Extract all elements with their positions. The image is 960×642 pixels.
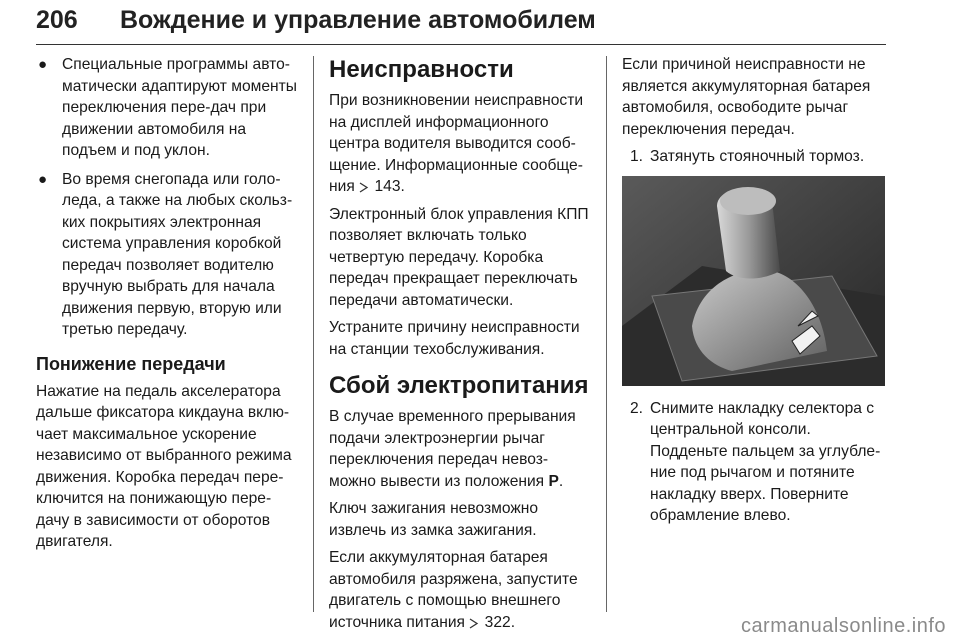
- paragraph: Устраните причину неисправности на станции техобслуживания.: [329, 319, 580, 358]
- page-reference-arrow-icon: [359, 180, 370, 191]
- page-reference-arrow-icon: [469, 616, 480, 627]
- page-header: [36, 2, 886, 46]
- paragraph: В случае временного прерывания подачи электроэнергии рычаг переключения передач невоз-можно вывести из положения P.: [329, 408, 576, 490]
- column-divider: [606, 56, 607, 612]
- paragraph: Ключ зажигания невозможно извлечь из замка зажигания.: [329, 500, 539, 539]
- column-right: [622, 54, 892, 533]
- watermark: carmanualsonline.info: [740, 615, 946, 637]
- gear-lever-photo: [622, 176, 885, 386]
- bullet-icon: ●: [38, 56, 48, 73]
- section-heading-power-failure: Сбой электропитания: [329, 372, 589, 399]
- bullet-icon: ●: [38, 170, 48, 188]
- bullet-item: ● Во время снегопада или голо-леда, а также на любых скольз-ких покрытиях электронная система управления коробкой передач позволяет водителю вручную выбрать для начала движения первую, вторую или третью передачу.: [38, 170, 293, 338]
- step-item: 1. Затянуть стояночный тормоз.: [630, 148, 865, 165]
- column-divider: [313, 56, 314, 612]
- header-rule: [36, 44, 886, 45]
- step-item: 2. Снимите накладку селектора с центральной консоли. Подденьте пальцем за углубле-ние под рычагом и потяните накладку вверх. Поверните обрамление влево.: [630, 399, 881, 524]
- page-title: Вождение и управление автомобилем: [120, 6, 596, 34]
- page-number: 206: [36, 6, 78, 34]
- paragraph: При возникновении неисправности на дисплей информационного центра водителя выводится сооб-щение. Информационные сообще-ния 143.: [329, 92, 584, 195]
- paragraph: Если аккумуляторная батарея автомобиля разряжена, запустите двигатель с помощью внешнего источника питания 322.: [329, 549, 578, 631]
- bullet-item: ● Специальные программы авто-матически адаптируют моменты переключения пере-дач при движении автомобиля на подъем и под уклон.: [38, 56, 297, 159]
- paragraph: Электронный блок управления КПП позволяет включать только четвертую передачу. Коробка передач прекращает переключать передачи автоматически.: [329, 205, 589, 309]
- page-reference[interactable]: 322.: [484, 613, 516, 631]
- section-heading-kickdown: Понижение передачи: [36, 353, 226, 374]
- page-reference[interactable]: 143.: [374, 178, 405, 195]
- column-left: [36, 54, 298, 559]
- paragraph: Нажатие на педаль акселератора дальше фиксатора кикдауна вклю-чает максимальное ускорение независимо от выбранного режима движения. Коробка передач пере-ключится на понижающую пере-дачу в зависимости от оборотов двигателя.: [36, 382, 292, 550]
- section-heading-faults: Неисправности: [329, 56, 514, 83]
- paragraph: Если причиной неисправности не является аккумуляторная батарея автомобиля, освободите рычаг переключения передач.: [622, 56, 871, 138]
- gear-position-label: P: [548, 472, 559, 490]
- column-middle: [329, 54, 594, 639]
